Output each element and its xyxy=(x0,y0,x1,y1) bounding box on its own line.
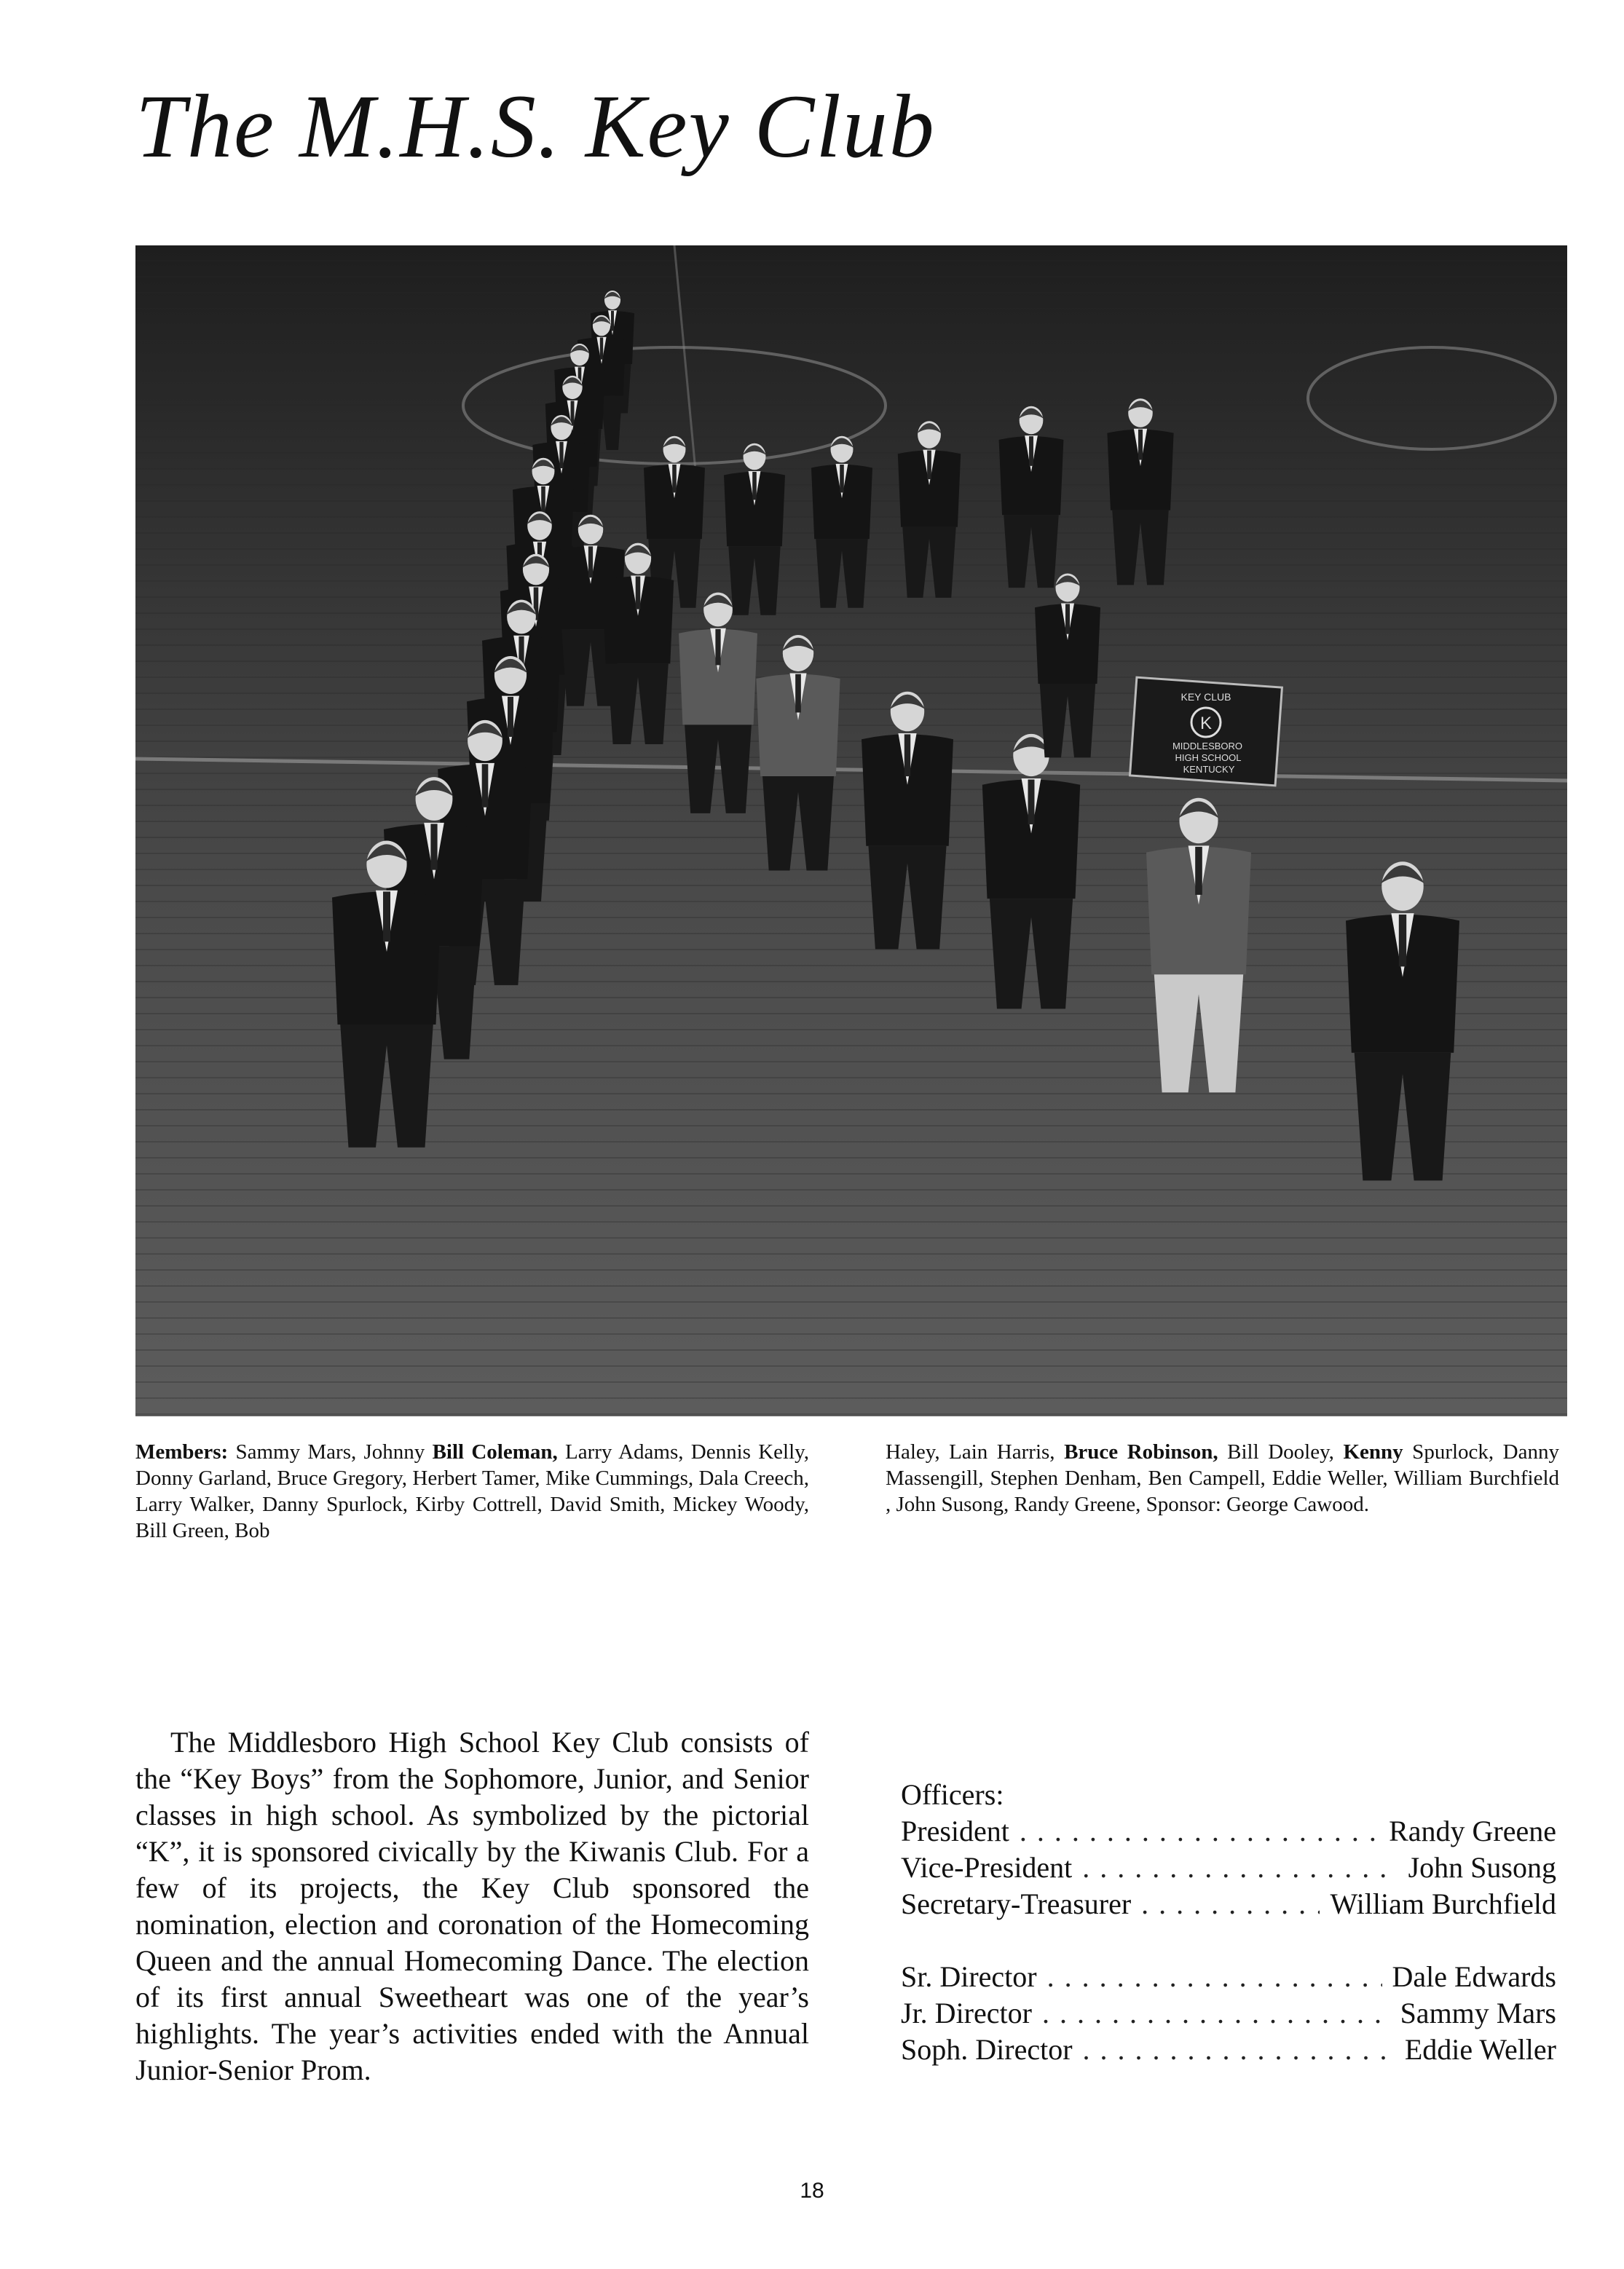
banner-line-3: MIDDLESBORO xyxy=(1172,741,1243,751)
club-description: The Middlesboro High School Key Club consists of the “Key Boys” from the Sophomore, Junior, and Senior classes in high school. As symbolized by the pictorial “K”, it is sponsored civically by the Kiwanis Club. For a few of its projects, the Key Club sponsored the nomination, election and coronation of the Homecoming Queen and the annual Homecoming Dance. The election of its first annual Sweetheart was one of the year’s highlights. The year’s activities ended with the Annual Junior-Senior Prom. xyxy=(135,1726,809,2086)
members-label: Members: xyxy=(135,1440,229,1464)
officer-row-sr-director: Sr. Director . . . Dale Edwards xyxy=(901,1959,1556,1995)
page-number: 18 xyxy=(800,2179,824,2203)
banner-line-1: KEY CLUB xyxy=(1180,691,1231,703)
banner-line-5: KENTUCKY xyxy=(1183,764,1235,775)
officers-heading: Officers: xyxy=(901,1778,1004,1811)
members-caption-right: Haley, Lain Harris, Bruce Robinson, Bill Dooley, Kenny Spurlock, Danny Massengill, Stephen Denham, Ben Campell, Eddie Weller, William Burchfield , John Susong, Randy Greene, Sponsor: George Cawood. xyxy=(886,1440,1559,1516)
group-photo xyxy=(135,245,1567,1416)
banner-line-2: K xyxy=(1199,714,1213,733)
group-photo-illustration xyxy=(135,245,1567,1416)
officer-row-president: President . . . Randy Greene xyxy=(901,1813,1556,1850)
officer-row-vice-president: Vice-President . . . John Susong xyxy=(901,1850,1556,1886)
banner-line-4: HIGH SCHOOL xyxy=(1175,752,1242,763)
members-caption-left: Members: Sammy Mars, Johnny Bill Coleman, Larry Adams, Dennis Kelly, Donny Garland, Bruce Gregory, Herbert Tamer, Mike Cummings, Dala Creech, Larry Walker, Danny Spurlock, Kirby Cottrell, David Smith, Mickey Woody, Bill Green, Bob xyxy=(135,1440,810,1542)
officer-row-soph-director: Soph. Director . . . Eddie Weller xyxy=(901,2032,1556,2068)
key-club-banner xyxy=(1130,677,1282,786)
officer-row-jr-director: Jr. Director . . . Sammy Mars xyxy=(901,1995,1556,2032)
page-title: The M.H.S. Key Club xyxy=(135,76,936,176)
officers-list xyxy=(901,1777,1556,2068)
officer-row-secretary-treasurer: Secretary-Treasurer . . . William Burchfield xyxy=(901,1886,1556,1922)
